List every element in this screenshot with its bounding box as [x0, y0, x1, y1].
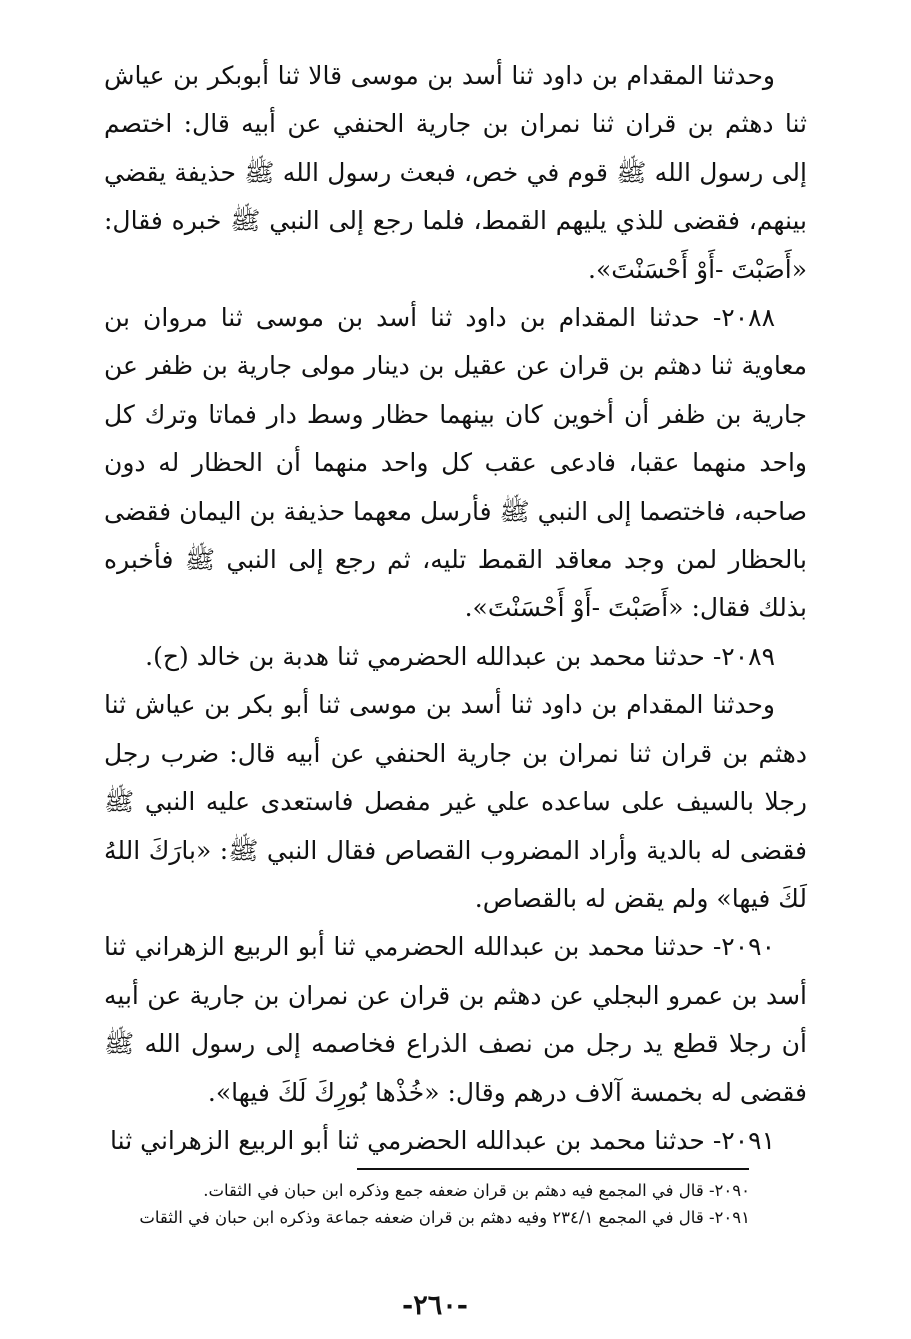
- hadith-2091: ٢٠٩١- حدثنا محمد بن عبدالله الحضرمي ثنا أبو الربيع الزهراني ثنا: [110, 1125, 775, 1155]
- footnote-2090: ٢٠٩٠- قال في المجمع فيه دهثم بن قران ضعفه جمع وذكره ابن حبان في الثقات.: [203, 1181, 750, 1200]
- hadith-2089: ٢٠٨٩- حدثنا محمد بن عبدالله الحضرمي ثنا هدبة بن خالد (ح).: [145, 641, 775, 671]
- paragraph-continuation: وحدثنا المقدام بن داود ثنا أسد بن موسى قالا ثنا أبوبكر بن عياش ثنا دهثم بن قران ثنا نمران بن جارية الحنفي عن أبيه قال: اختصم إلى رسول الله ﷺ قوم في خص، فبعث رسول الله ﷺ حذيفة يقضي بينهم، فقضى للذي يليهم القمط، فلما رجع إلى النبي ﷺ خبره فقال: «أَصَبْتَ -أَوْ أَحْسَنْتَ».: [104, 61, 807, 284]
- page-number: -٢٦٠-: [402, 1290, 468, 1321]
- hadith-2088: ٢٠٨٨- حدثنا المقدام بن داود ثنا أسد بن موسى ثنا مروان بن معاوية ثنا دهثم بن قران عن عقيل بن دينار مولى جارية بن ظفر عن جارية بن ظفر أن أخوين كان بينهما حظار وسط دار فماتا وترك كل واحد منهما عقبا، فادعى عقب كل واحد منهما أن الحظار له دون صاحبه، فاختصما إلى النبي ﷺ فأرسل معهما حذيفة بن اليمان فقضى بالحظار لمن وجد معاقد القمط تليه، ثم رجع إلى النبي ﷺ فأخبره بذلك فقال: «أَصَبْتَ -أَوْ أَحْسَنْتَ».: [104, 303, 807, 623]
- hadith-2090: ٢٠٩٠- حدثنا محمد بن عبدالله الحضرمي ثنا أبو الربيع الزهراني ثنا أسد بن عمرو البجلي عن دهثم بن قران عن نمران بن جارية عن أبيه أن رجلا قطع يد رجل من نصف الذراع فخاصمه إلى رسول الله ﷺ فقضى له بخمسة آلاف درهم وقال: «خُذْها بُورِكَ لَكَ فيها».: [104, 932, 807, 1107]
- footnotes: [108, 1177, 750, 1231]
- main-text: [104, 52, 807, 1165]
- footnote-divider: [357, 1168, 749, 1170]
- hadith-2089-second-chain: وحدثنا المقدام بن داود ثنا أسد بن موسى ثنا أبو بكر بن عياش ثنا دهثم بن قران ثنا نمران بن جارية الحنفي عن أبيه قال: ضرب رجل رجلا بالسيف على ساعده علي غير مفصل فاستعدى عليه النبي ﷺ فقضى له بالدية وأراد المضروب القصاص فقال النبي ﷺ: «بارَكَ اللهُ لَكَ فيها» ولم يقض له بالقصاص.: [104, 690, 807, 913]
- footnote-2091: ٢٠٩١- قال في المجمع ٢٣٤/١ وفيه دهثم بن قران ضعفه جماعة وذكره ابن حبان في الثقات: [139, 1208, 750, 1227]
